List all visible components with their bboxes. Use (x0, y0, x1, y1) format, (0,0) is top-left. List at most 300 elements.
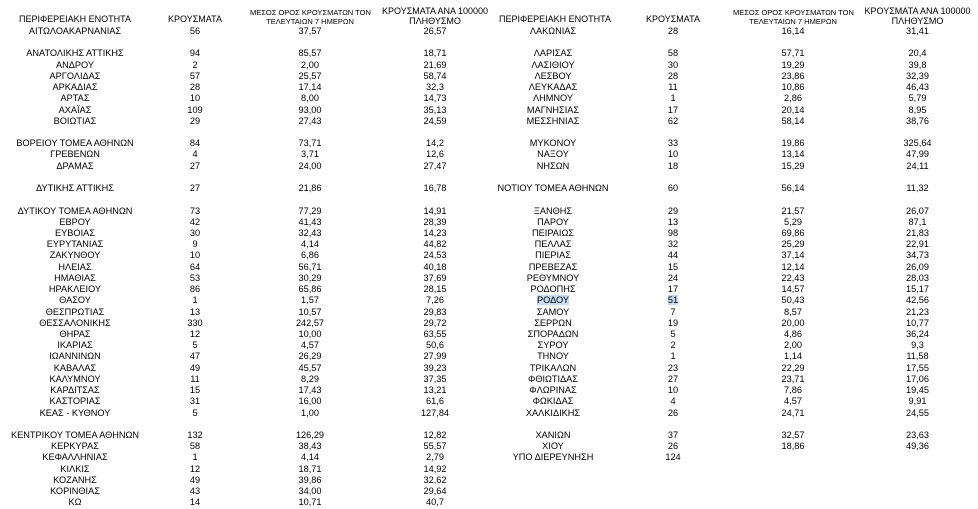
cell-region: ΛΑΚΩΝΙΑΣ (529, 26, 577, 36)
cell-cases: 10 (189, 93, 201, 104)
cell-cases: 51 (667, 295, 679, 306)
cell-cases: 132 (187, 429, 203, 440)
table-row (0, 71, 978, 82)
table-row (0, 262, 978, 273)
cell-per100k: 11,32 (906, 183, 929, 194)
cell-per100k: 14,23 (423, 228, 447, 238)
cell-avg: 19,86 (781, 138, 805, 149)
cell-avg: 10,57 (298, 306, 322, 317)
cell-avg: 1,57 (301, 295, 319, 306)
cell-region: ΠΙΕΡΙΑΣ (535, 250, 571, 261)
cell-per100k: 50,6 (426, 340, 444, 351)
cell-region: ΚΕΑΣ - ΚΥΘΝΟΥ (39, 407, 111, 418)
cell-cases: 28 (667, 26, 679, 36)
table-row (0, 385, 978, 396)
cell-per100k: 42,56 (906, 295, 929, 306)
cell-region: ΠΕΛΛΑΣ (534, 239, 572, 250)
cell-avg: 13,14 (781, 149, 805, 160)
cell-region: ΚΟΡΙΝΘΙΑΣ (50, 486, 100, 496)
cell-cases: 11 (668, 82, 678, 93)
cell-avg: 19,29 (781, 59, 805, 70)
cell-cases: 27 (667, 373, 679, 384)
cell-cases: 12 (189, 463, 201, 474)
header-cases-right: ΚΡΟΥΣΜΑΤΑ (646, 14, 700, 24)
cell-cases: 23 (667, 362, 679, 373)
cell-cases: 1 (192, 295, 198, 306)
cell-avg: 16,00 (298, 396, 322, 407)
cell-cases: 18 (667, 160, 679, 171)
cell-cases: 24 (667, 272, 679, 283)
cell-cases: 60 (667, 183, 679, 194)
cell-cases: 73 (189, 205, 201, 216)
cell-per100k: 7,26 (426, 295, 444, 306)
table-row (0, 217, 978, 228)
cell-cases: 33 (667, 138, 679, 149)
cell-cases: 1 (670, 93, 676, 104)
cell-avg: 20,00 (781, 317, 805, 328)
header-avg-left-line1: ΜΕΣΟΣ ΟΡΟΣ ΚΡΟΥΣΜΑΤΩΝ ΤΟΝ (250, 8, 371, 17)
cell-per100k: 37,35 (423, 373, 447, 384)
header-per100k-left-line2: ΠΛΗΘΥΣΜΟ (409, 16, 461, 26)
table-row (0, 273, 978, 284)
cell-avg: 4,14 (301, 239, 319, 250)
cell-per100k: 21,83 (906, 228, 929, 238)
cell-per100k: 16,78 (423, 183, 447, 194)
cell-cases: 29 (667, 205, 679, 216)
header-region-left: ΠΕΡΙΦΕΡΕΙΑΚΗ ΕΝΟΤΗΤΑ (18, 14, 132, 24)
cell-region: ΤΡΙΚΑΛΩΝ (529, 362, 577, 373)
cell-avg: 25,29 (781, 239, 805, 250)
cell-per100k: 32,62 (423, 474, 447, 485)
cell-per100k: 27,47 (423, 160, 447, 171)
cell-cases: 84 (189, 138, 201, 149)
cell-cases: 13 (189, 306, 201, 317)
cell-cases: 27 (189, 160, 201, 171)
cell-per100k: 15,17 (906, 284, 929, 295)
table-row (0, 82, 978, 93)
cell-avg: 20,14 (781, 104, 805, 115)
header-avg-right-line1: ΜΕΣΟΣ ΟΡΟΣ ΚΡΟΥΣΜΑΤΩΝ ΤΟΝ (733, 8, 854, 17)
table-row (0, 116, 978, 127)
cell-cases: 94 (189, 48, 201, 59)
cell-avg: 14,57 (781, 284, 805, 295)
cell-cases: 28 (189, 82, 201, 93)
cell-region: ΣΥΡΟΥ (537, 340, 569, 351)
cell-avg: 10,86 (781, 82, 805, 93)
cell-avg: 57,71 (781, 48, 805, 59)
cell-cases: 31 (189, 396, 201, 407)
cell-avg: 21,86 (298, 183, 322, 194)
cell-avg: 18,86 (781, 441, 805, 452)
cell-per100k: 34,73 (906, 250, 929, 261)
cell-per100k: 127,84 (420, 407, 450, 418)
cell-region: ΘΑΣΟΥ (59, 295, 91, 306)
table-row (0, 363, 978, 374)
cell-region: ΠΕΙΡΑΙΩΣ (532, 228, 574, 238)
table-row (0, 105, 978, 116)
cell-per100k: 55,57 (423, 441, 447, 452)
cell-per100k: 32,39 (906, 70, 929, 81)
cell-avg: 4,14 (301, 452, 319, 463)
table-row (0, 138, 978, 149)
cell-region: ΚΟΖΑΝΗΣ (53, 474, 97, 485)
cell-cases: 14 (189, 497, 201, 508)
cell-avg: 1,00 (301, 407, 319, 418)
cell-region: ΗΜΑΘΙΑΣ (54, 272, 96, 283)
cell-cases: 5 (670, 328, 676, 339)
cell-cases: 5 (192, 340, 198, 351)
header-per100k-right-line1: ΚΡΟΥΣΜΑΤΑ ΑΝΑ 100000 (864, 6, 971, 16)
cell-region: ΚΑΡΔΙΤΣΑΣ (50, 385, 100, 395)
cell-region: ΛΑΡΙΣΑΣ (533, 48, 573, 59)
cell-cases: 1 (670, 351, 676, 362)
cell-per100k: 29,64 (423, 486, 447, 496)
cell-region: ΗΡΑΚΛΕΙΟΥ (48, 284, 102, 295)
cell-avg: 34,00 (298, 486, 322, 496)
cell-region: ΔΥΤΙΚΗΣ ΑΤΤΙΚΗΣ (36, 183, 114, 194)
table-row (0, 284, 978, 295)
cell-region: ΑΡΓΟΛΙΔΑΣ (49, 70, 101, 81)
cell-region: ΚΕΦΑΛΛΗΝΙΑΣ (42, 452, 108, 463)
cell-region: ΛΑΣΙΘΙΟΥ (531, 59, 575, 70)
cell-cases: 57 (189, 70, 201, 81)
cell-avg: 18,71 (298, 463, 322, 474)
cell-region: ΛΕΥΚΑΔΑΣ (528, 82, 578, 93)
table-row (0, 183, 978, 194)
table-row (0, 351, 978, 362)
cell-cases: 10 (189, 250, 201, 261)
cell-avg: 7,86 (784, 385, 802, 395)
table-row (0, 408, 978, 419)
cell-cases: 62 (667, 115, 679, 126)
cell-region: ΘΕΣΠΡΩΤΙΑΣ (45, 306, 105, 317)
cell-per100k: 28,15 (423, 284, 447, 295)
cell-region: ΘΕΣΣΑΛΟΝΙΚΗΣ (39, 317, 111, 328)
cell-per100k: 36,24 (906, 328, 929, 339)
table-row (0, 161, 978, 172)
table-row (0, 374, 978, 385)
cell-per100k: 31,41 (906, 26, 929, 36)
cell-cases: 64 (189, 261, 201, 272)
cell-cases: 29 (189, 115, 201, 126)
cell-cases: 32 (667, 239, 679, 250)
cell-avg: 22,43 (781, 272, 805, 283)
cell-per100k: 24,11 (906, 160, 929, 171)
cell-per100k: 37,69 (423, 272, 447, 283)
cell-per100k: 61,6 (426, 396, 444, 407)
cell-region: ΣΠΟΡΑΔΩΝ (527, 328, 579, 339)
cell-per100k: 22,91 (906, 239, 929, 250)
cell-region: ΘΗΡΑΣ (59, 328, 91, 339)
cell-region: ΡΟΔΟΠΗΣ (530, 284, 576, 295)
cell-region: ΣΑΜΟΥ (536, 306, 570, 317)
cell-avg: 77,29 (298, 205, 322, 216)
table-row (0, 295, 978, 306)
cell-per100k: 24,55 (906, 407, 929, 418)
cell-per100k: 12,82 (423, 429, 447, 440)
cell-cases: 49 (189, 474, 201, 485)
cell-cases: 30 (189, 228, 201, 238)
cell-per100k: 24,59 (423, 115, 447, 126)
cell-cases: 10 (667, 385, 679, 395)
cell-region: ΕΥΒΟΙΑΣ (55, 228, 95, 238)
cell-region: ΝΗΣΩΝ (536, 160, 570, 171)
cell-per100k: 44,82 (423, 239, 447, 250)
cell-cases: 58 (189, 441, 201, 452)
cell-region: ΣΕΡΡΩΝ (534, 317, 572, 328)
cell-cases: 4 (192, 149, 198, 160)
cell-avg: 37,57 (298, 26, 322, 36)
cell-cases: 26 (667, 441, 679, 452)
cell-per100k: 12,6 (426, 149, 444, 160)
cell-cases: 2 (670, 340, 676, 351)
table-row (0, 149, 978, 160)
cell-avg: 56,14 (781, 183, 805, 194)
cell-per100k: 18,71 (423, 48, 447, 59)
cell-avg: 39,86 (298, 474, 322, 485)
cell-avg: 2,00 (784, 340, 802, 351)
cell-region: ΤΗΝΟΥ (537, 351, 569, 362)
cell-avg: 93,00 (298, 104, 322, 115)
cell-per100k: 13,21 (423, 385, 447, 395)
cell-region: ΡΟΔΟΥ (536, 295, 569, 306)
cell-cases: 10 (667, 149, 679, 160)
cell-region: ΦΩΚΙΔΑΣ (532, 396, 574, 407)
cell-per100k: 32,3 (426, 82, 444, 93)
cell-cases: 27 (189, 183, 201, 194)
header-avg-left-line2: ΤΕΛΕΥΤΑΙΩΝ 7 ΗΜΕΡΩΝ (266, 17, 354, 26)
cell-avg: 23,86 (781, 70, 805, 81)
cell-avg: 85,57 (298, 48, 322, 59)
cell-region: ΚΑΣΤΟΡΙΑΣ (49, 396, 101, 407)
cell-region: ΡΕΘΥΜΝΟΥ (526, 272, 580, 283)
table-row (0, 48, 978, 59)
cell-avg: 3,71 (301, 149, 319, 160)
cell-avg: 12,14 (781, 261, 805, 272)
cell-cases: 49 (189, 362, 201, 373)
cell-per100k: 27,99 (423, 351, 447, 362)
cell-per100k: 14,91 (423, 205, 447, 216)
cell-cases: 12 (189, 328, 201, 339)
cell-region: ΧΑΝΙΩΝ (535, 429, 571, 440)
cell-avg: 10,00 (298, 328, 322, 339)
table-row (0, 318, 978, 329)
cell-avg: 16,14 (781, 26, 805, 36)
cell-avg: 24,00 (298, 160, 322, 171)
cell-per100k: 14,92 (423, 463, 447, 474)
table-row (0, 228, 978, 239)
cell-avg: 50,43 (781, 295, 805, 306)
table-row (0, 239, 978, 250)
cell-avg: 17,43 (298, 385, 322, 395)
cell-avg: 8,57 (784, 306, 802, 317)
cell-region: ΔΥΤΙΚΟΥ ΤΟΜΕΑ ΑΘΗΝΩΝ (17, 205, 133, 216)
cell-cases: 28 (667, 70, 679, 81)
cell-cases: 44 (667, 250, 679, 261)
cell-region: ΕΥΡΥΤΑΝΙΑΣ (46, 239, 104, 250)
cell-per100k: 24,53 (423, 250, 447, 261)
cell-region: ΝΑΞΟΥ (537, 149, 569, 160)
cell-avg: 56,71 (298, 261, 322, 272)
cell-region: ΗΛΕΙΑΣ (58, 261, 92, 272)
cell-region: ΛΕΣΒΟΥ (534, 70, 572, 81)
cell-per100k: 49,36 (906, 441, 929, 452)
cell-per100k: 20,4 (908, 48, 927, 59)
cell-cases: 17 (667, 284, 679, 295)
table-row (0, 396, 978, 407)
cell-cases: 2 (192, 59, 198, 70)
cell-per100k: 47,99 (906, 149, 929, 160)
cell-avg: 6,86 (301, 250, 319, 261)
cell-avg: 15,29 (781, 160, 805, 171)
cell-per100k: 9,3 (911, 340, 924, 351)
cell-region: ΑΡΚΑΔΙΑΣ (52, 82, 98, 93)
cell-avg: 30,29 (298, 272, 322, 283)
cell-per100k: 63,55 (423, 328, 447, 339)
cell-per100k: 14,2 (426, 138, 444, 149)
cell-cases: 19 (667, 317, 679, 328)
cell-avg: 23,71 (781, 373, 805, 384)
cell-avg: 10,71 (298, 497, 322, 508)
cell-per100k: 21,23 (906, 306, 929, 317)
cell-cases: 5 (192, 407, 198, 418)
cell-region: ΜΥΚΟΝΟΥ (529, 138, 577, 149)
cell-region: ΚΕΝΤΡΙΚΟΥ ΤΟΜΕΑ ΑΘΗΝΩΝ (10, 429, 140, 440)
cell-cases: 58 (667, 48, 679, 59)
cell-region: ΜΑΓΝΗΣΙΑΣ (526, 104, 580, 115)
cell-cases: 7 (670, 306, 676, 317)
cell-per100k: 17,55 (906, 362, 929, 373)
cell-per100k: 14,73 (423, 93, 447, 104)
cell-per100k: 87,1 (908, 216, 927, 227)
cell-avg: 69,86 (781, 228, 805, 238)
cell-per100k: 26,09 (906, 261, 929, 272)
cell-avg: 1,14 (784, 351, 802, 362)
cell-cases: 86 (189, 284, 201, 295)
cell-per100k: 10,77 (906, 317, 929, 328)
cell-region: ΙΩΑΝΝΙΝΩΝ (49, 351, 101, 362)
table-row (0, 475, 978, 486)
header-per100k-right-line2: ΠΛΗΘΥΣΜΟ (891, 16, 944, 26)
cell-avg: 4,57 (784, 396, 802, 407)
cell-cases: 13 (667, 216, 679, 227)
cell-cases: 124 (665, 452, 681, 463)
cell-per100k: 19,45 (906, 385, 929, 395)
cell-cases: 4 (670, 396, 676, 407)
table-row (0, 93, 978, 104)
cell-avg: 41,43 (298, 216, 322, 227)
cell-per100k: 2,79 (426, 452, 444, 463)
cell-avg: 45,57 (298, 362, 322, 373)
table-row (0, 26, 978, 37)
cell-per100k: 28,03 (906, 272, 929, 283)
cell-avg: 58,14 (781, 115, 805, 126)
cell-cases: 109 (187, 104, 203, 115)
cell-region: ΑΡΤΑΣ (60, 93, 90, 104)
cell-avg: 242,57 (295, 317, 325, 328)
cell-avg: 2,86 (784, 93, 802, 104)
cell-cases: 11 (190, 373, 200, 384)
cell-region: ΑΝΑΤΟΛΙΚΗΣ ΑΤΤΙΚΗΣ (26, 48, 124, 59)
table-row (0, 250, 978, 261)
cell-cases: 56 (189, 26, 201, 36)
cell-region: ΔΡΑΜΑΣ (56, 160, 94, 171)
cell-cases: 43 (189, 486, 201, 496)
cell-cases: 53 (189, 272, 201, 283)
cell-region: ΚΑΛΥΜΝΟΥ (49, 373, 101, 384)
header-per100k-left-line1: ΚΡΟΥΣΜΑΤΑ ΑΝΑ 100000 (382, 6, 488, 16)
cell-region: ΠΑΡΟΥ (537, 216, 569, 227)
table-row (0, 329, 978, 340)
cell-avg: 21,57 (781, 205, 805, 216)
cell-region: ΖΑΚΥΝΘΟΥ (49, 250, 101, 261)
cell-per100k: 58,74 (423, 70, 447, 81)
cell-avg: 4,86 (784, 328, 802, 339)
cell-region: ΧΙΟΥ (542, 441, 564, 452)
cell-region: ΒΟΙΩΤΙΑΣ (53, 115, 97, 126)
cell-region: ΠΡΕΒΕΖΑΣ (528, 261, 578, 272)
cell-avg: 37,14 (781, 250, 805, 261)
header-cases-left: ΚΡΟΥΣΜΑΤΑ (168, 14, 222, 24)
cell-per100k: 29,83 (423, 306, 447, 317)
cell-per100k: 11,58 (906, 351, 929, 362)
cell-avg: 22,29 (781, 362, 805, 373)
cell-cases: 98 (667, 228, 679, 238)
cell-per100k: 35,13 (423, 104, 447, 115)
cell-avg: 2,00 (301, 59, 319, 70)
table-row (0, 486, 978, 497)
cell-cases: 47 (189, 351, 201, 362)
cell-region: ΒΟΡΕΙΟΥ ΤΟΜΕΑ ΑΘΗΝΩΝ (16, 138, 134, 149)
cell-per100k: 29,72 (423, 317, 447, 328)
cell-region: ΛΗΜΝΟΥ (532, 93, 574, 104)
cell-cases: 9 (192, 239, 198, 250)
cell-region: ΚΑΒΑΛΑΣ (53, 362, 97, 373)
cell-avg: 5,29 (784, 216, 802, 227)
cell-avg: 126,29 (295, 429, 325, 440)
cell-per100k: 9,91 (908, 396, 927, 407)
table-row (0, 464, 978, 475)
cell-avg: 24,71 (781, 407, 805, 418)
cell-cases: 30 (667, 59, 679, 70)
cell-region: ΝΟΤΙΟΥ ΤΟΜΕΑ ΑΘΗΝΩΝ (497, 183, 609, 194)
cell-region: ΚΙΛΚΙΣ (60, 463, 90, 474)
cell-avg: 25,57 (298, 70, 322, 81)
cell-per100k: 46,43 (906, 82, 929, 93)
cell-per100k: 17,06 (906, 373, 929, 384)
cell-cases: 17 (667, 104, 679, 115)
cell-region: ΞΑΝΘΗΣ (533, 205, 573, 216)
cell-region: ΜΕΣΣΗΝΙΑΣ (526, 115, 580, 126)
cell-region: ΥΠΟ ΔΙΕΡΕΥΝΗΣΗ (512, 452, 594, 463)
cell-region: ΑΝΔΡΟΥ (55, 59, 94, 70)
cell-per100k: 21,69 (423, 59, 447, 70)
cell-cases: 15 (189, 385, 201, 395)
table-row (0, 206, 978, 217)
cell-per100k: 38,76 (906, 115, 929, 126)
cell-per100k: 5,79 (908, 93, 927, 104)
cell-region: ΧΑΛΚΙΔΙΚΗΣ (525, 407, 581, 418)
cell-avg: 26,29 (298, 351, 322, 362)
cell-cases: 330 (187, 317, 203, 328)
header-avg-right-line2: ΤΕΛΕΥΤΑΙΩΝ 7 ΗΜΕΡΩΝ (749, 17, 837, 26)
cell-region: ΓΡΕΒΕΝΩΝ (50, 149, 100, 160)
cell-per100k: 40,7 (426, 497, 444, 508)
cell-region: ΚΕΡΚΥΡΑΣ (51, 441, 99, 452)
cell-per100k: 23,63 (906, 429, 929, 440)
cell-region: ΙΚΑΡΙΑΣ (57, 340, 93, 351)
table-row (0, 452, 978, 463)
